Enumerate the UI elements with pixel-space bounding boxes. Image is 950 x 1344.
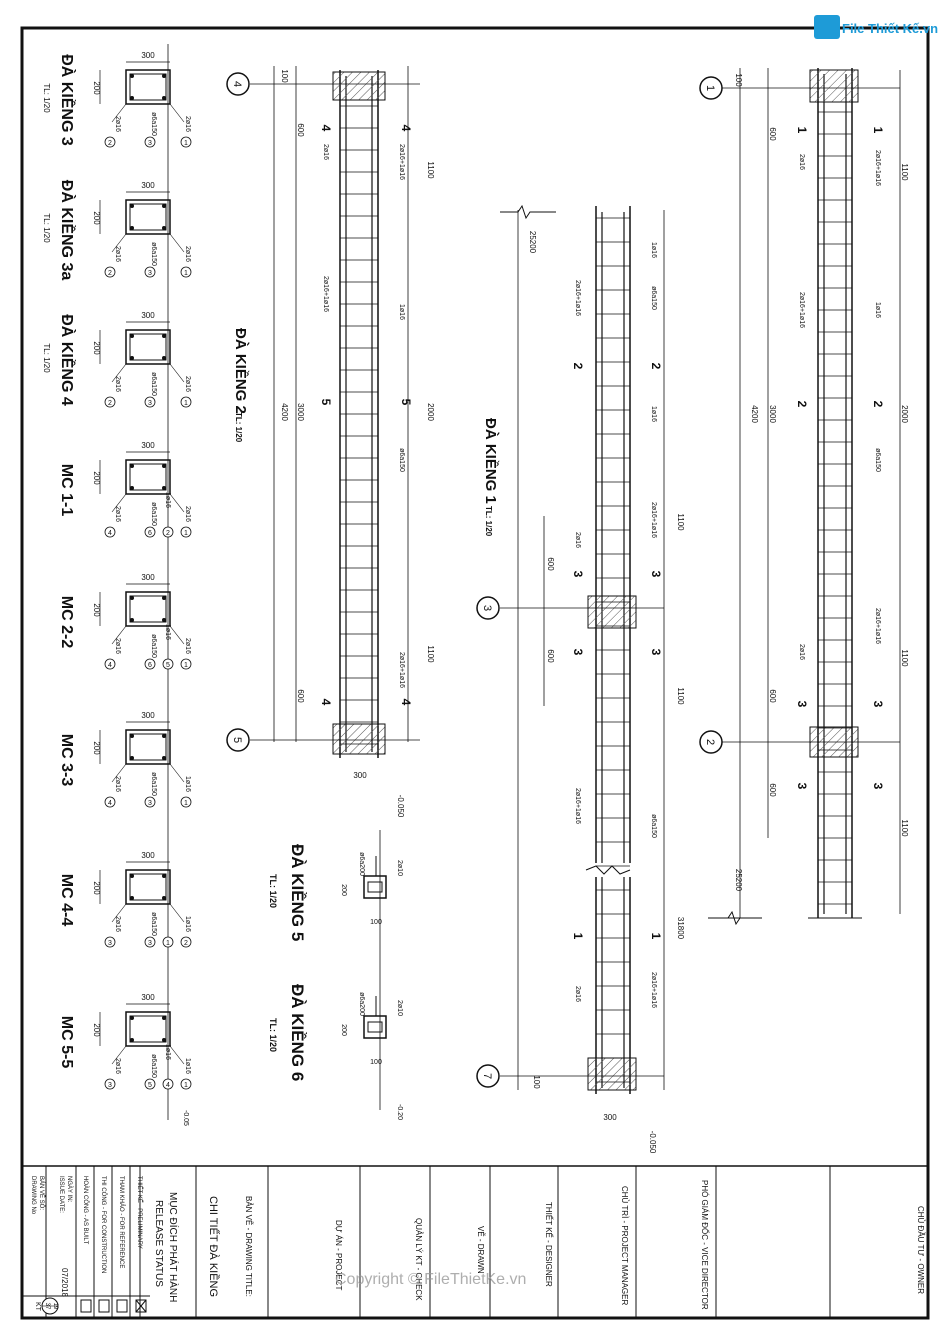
leader — [170, 234, 184, 252]
svg-text:2ø16: 2ø16 — [574, 986, 581, 1002]
svg-text:ø6a150: ø6a150 — [650, 814, 657, 838]
dim-600-d: 600 — [546, 557, 555, 571]
rebar-dot — [162, 1038, 166, 1042]
dim-600-e: 600 — [546, 649, 555, 663]
rebar-dot — [130, 356, 134, 360]
rebar-dot — [162, 464, 166, 468]
tb-status-4: HOÀN CÔNG - AS BUILT — [82, 1176, 88, 1245]
section-right-rebar: 1ø16 — [184, 776, 191, 792]
dim-100-c: 100 — [280, 69, 289, 83]
logo-badge — [814, 15, 840, 39]
svg-text:2ø10: 2ø10 — [396, 1000, 403, 1016]
section-scale: TL: 1/20 — [42, 343, 51, 373]
svg-text:2ø16: 2ø16 — [574, 532, 581, 548]
level-b: -0.050 — [648, 1130, 657, 1154]
dim-1100-f: 1100 — [426, 161, 435, 179]
drawing-titles — [232, 328, 499, 1081]
section-stirrup-label: ø6a150 — [150, 112, 157, 136]
tb-drawn: VẼ - DRAWN — [476, 1226, 485, 1274]
tb-status-2: THAM KHẢO - FOR REFERENCE — [118, 1176, 124, 1269]
rebar-dot — [162, 226, 166, 230]
section-title: MC 4-4 — [58, 873, 75, 927]
tb-drawing-title: CHI TIẾT ĐÀ KIỀNG — [207, 1196, 219, 1298]
rebar-marker-num: 1 — [184, 662, 188, 669]
svg-text:3: 3 — [871, 782, 885, 790]
section-width: 300 — [141, 573, 155, 582]
svg-text:2ø16+1ø16: 2ø16+1ø16 — [398, 652, 405, 688]
section-height: 200 — [92, 881, 101, 895]
leader — [170, 494, 184, 512]
svg-text:2ø16+1ø16: 2ø16+1ø16 — [322, 276, 329, 312]
dim-2000-a: 2000 — [900, 405, 909, 423]
section-width: 300 — [141, 711, 155, 720]
tb-status-1: THIẾT KẾ - PRELIMINARY — [136, 1176, 142, 1249]
svg-text:2ø16: 2ø16 — [798, 644, 805, 660]
svg-text:1ø16: 1ø16 — [650, 406, 657, 422]
rebar-dot — [162, 74, 166, 78]
dim-1100-g: 1100 — [426, 645, 435, 663]
section-height: 200 — [92, 1023, 101, 1037]
svg-text:2ø16: 2ø16 — [322, 144, 329, 160]
tb-status-3: THI CÔNG - FOR CONSTRUCTION — [100, 1176, 106, 1274]
dim-100-b: 100 — [532, 1075, 541, 1089]
dimension-lines — [274, 66, 900, 1110]
section-right-rebar: 2ø16 — [184, 116, 191, 132]
rebar-dot — [162, 756, 166, 760]
tb-owner: CHỦ ĐẦU TƯ - OWNER — [916, 1206, 925, 1295]
svg-text:1ø16: 1ø16 — [874, 302, 881, 318]
rebar-dot — [162, 896, 166, 900]
section-right-rebar: 2ø16 — [184, 506, 191, 522]
section-stirrup-label: ø6a150 — [150, 912, 157, 936]
tb-vice-director: PHÓ GIÁM ĐỐC - VICE DIRECTOR — [700, 1180, 709, 1310]
tb-issue-en: ISSUE DATE: — [58, 1176, 64, 1213]
cross-section-5 — [58, 573, 191, 669]
rebar-dot — [130, 204, 134, 208]
title-dk5-scale: TL: 1/20 — [268, 874, 278, 909]
rebar-marker-num: 2 — [108, 270, 112, 277]
rebar-dot — [162, 874, 166, 878]
svg-text:2ø16+1ø16: 2ø16+1ø16 — [874, 608, 881, 644]
rebar-marker-num: 2 — [108, 140, 112, 147]
tb-issue-vn: NGÀY IN: — [66, 1176, 72, 1203]
rebar-dot — [130, 618, 134, 622]
svg-text:2: 2 — [871, 400, 885, 408]
break-marks — [500, 206, 762, 924]
axis-3: 3 — [481, 604, 493, 612]
beam-dk1-lower — [586, 206, 640, 1094]
svg-text:1: 1 — [571, 932, 585, 940]
section-width: 300 — [141, 993, 155, 1002]
section-width: 300 — [141, 851, 155, 860]
section-height: 200 — [92, 603, 101, 617]
section-stirrup — [130, 1016, 166, 1042]
section-extra-rebar: 1ø16 — [164, 1044, 171, 1060]
section-stirrup-label: ø6a150 — [150, 772, 157, 796]
leader — [170, 104, 184, 122]
tb-drawing-no-vn: BẢN VẼ SỐ: — [38, 1176, 44, 1211]
dim-31800: 31800 — [676, 916, 685, 940]
dim-4200-b: 4200 — [280, 403, 289, 421]
tb-project: DỰ ÁN - PROJECT — [334, 1220, 343, 1291]
rebar-dot — [130, 874, 134, 878]
leader — [170, 904, 184, 922]
section-right-rebar: 1ø16 — [184, 916, 191, 932]
svg-text:2ø16+1ø16: 2ø16+1ø16 — [574, 280, 581, 316]
dim-25200-a: 25200 — [734, 868, 743, 892]
svg-text:3: 3 — [649, 648, 663, 656]
rebar-marker-num: 3 — [148, 800, 152, 807]
sheet-border — [22, 28, 928, 1318]
cross-section-6 — [58, 711, 191, 807]
svg-text:-0.20: -0.20 — [396, 1104, 403, 1120]
svg-text:1ø16: 1ø16 — [650, 242, 657, 258]
rebar-dot — [162, 204, 166, 208]
svg-text:3: 3 — [795, 700, 809, 708]
section-left-rebar: 2ø16 — [114, 638, 121, 654]
rebar-marker-num: 1 — [184, 270, 188, 277]
left-cross-sections — [42, 51, 191, 1089]
title-dk1-scale: TL: 1/20 — [484, 506, 493, 537]
cross-section-2 — [42, 180, 191, 281]
svg-text:3: 3 — [871, 700, 885, 708]
svg-text:3: 3 — [795, 782, 809, 790]
tb-issue-date: 07/2018 — [60, 1268, 69, 1297]
grid-axis-lines — [250, 84, 900, 1076]
rebar-dot — [162, 1016, 166, 1020]
rebar-dot — [162, 734, 166, 738]
axis-5: 5 — [231, 736, 243, 744]
section-title: MC 3-3 — [58, 733, 75, 787]
rebar-dot — [162, 96, 166, 100]
rebar-dot — [162, 356, 166, 360]
svg-text:1: 1 — [649, 932, 663, 940]
sheet-number-badge — [42, 1298, 58, 1314]
svg-text:1ø16: 1ø16 — [398, 304, 405, 320]
dim-300-b: 300 — [353, 771, 367, 780]
rebar-dot — [130, 756, 134, 760]
section-width: 300 — [141, 311, 155, 320]
dim-600-c: 600 — [768, 783, 777, 797]
title-dk5: ĐÀ KIỀNG 5 — [288, 844, 307, 942]
svg-text:100: 100 — [370, 1059, 382, 1066]
svg-text:3: 3 — [571, 648, 585, 656]
cross-section-7 — [58, 851, 191, 947]
rebar-marker-num: 1 — [166, 940, 170, 947]
tb-project-manager: CHỦ TRÌ - PROJECT MANAGER — [620, 1186, 629, 1306]
leader — [170, 626, 184, 644]
section-extra-rebar: 1ø16 — [164, 624, 171, 640]
svg-text:2ø16+1ø16: 2ø16+1ø16 — [798, 292, 805, 328]
dim-600-b: 600 — [768, 689, 777, 703]
dim-1100-c: 1100 — [900, 819, 909, 837]
level-a: -0.050 — [396, 794, 405, 818]
title-dk2: ĐÀ KIỀNG 2 — [232, 328, 249, 414]
section-dk6 — [364, 996, 386, 1038]
rebar-marker-num: 5 — [148, 1082, 152, 1089]
section-title: MC 5-5 — [58, 1015, 75, 1069]
leader — [170, 764, 184, 782]
rebar-marker-num: 1 — [184, 400, 188, 407]
rebar-marker-num: 1 — [184, 140, 188, 147]
section-height: 200 — [92, 471, 101, 485]
svg-text:1: 1 — [795, 126, 809, 134]
dim-600-f: 600 — [296, 123, 305, 137]
section-dk5 — [364, 856, 386, 898]
rebar-dot — [130, 464, 134, 468]
svg-text:2ø16+1ø16: 2ø16+1ø16 — [574, 788, 581, 824]
cross-section-4 — [58, 441, 191, 537]
section-stirrup-label: ø6a150 — [150, 242, 157, 266]
axis-1: 1 — [704, 84, 716, 92]
svg-text:4: 4 — [399, 124, 413, 132]
svg-text:3: 3 — [571, 570, 585, 578]
section-left-rebar: 2ø16 — [114, 776, 121, 792]
tb-designer: THIẾT KẾ - DESIGNER — [544, 1202, 553, 1287]
dim-2000-b: 2000 — [426, 403, 435, 421]
svg-text:3: 3 — [649, 570, 663, 578]
svg-text:ø6a150: ø6a150 — [874, 448, 881, 472]
tb-release-en: RELEASE STATUS — [153, 1200, 164, 1287]
leader — [170, 364, 184, 382]
section-stirrup — [130, 874, 166, 900]
watermark — [335, 1266, 615, 1290]
beam-dk2 — [333, 70, 385, 758]
section-left-rebar: 2ø16 — [114, 1058, 121, 1074]
rebar-marker-num: 4 — [108, 662, 112, 669]
section-left-rebar: 2ø16 — [114, 116, 121, 132]
section-width: 300 — [141, 51, 155, 60]
section-title: MC 2-2 — [58, 595, 75, 649]
rebar-marker-num: 3 — [148, 940, 152, 947]
section-left-rebar: 2ø16 — [114, 246, 121, 262]
svg-text:1: 1 — [871, 126, 885, 134]
rebar-dot — [162, 618, 166, 622]
svg-text:100: 100 — [370, 919, 382, 926]
rebar-marker-num: 4 — [108, 800, 112, 807]
section-height: 200 — [92, 341, 101, 355]
leader — [170, 1046, 184, 1064]
rebar-dot — [130, 96, 134, 100]
section-width: 300 — [141, 181, 155, 190]
cross-section-1 — [42, 51, 191, 147]
cross-section-8 — [58, 993, 191, 1089]
sheet-total: 37 — [44, 1302, 50, 1310]
rebar-marker-num: 1 — [184, 530, 188, 537]
title-dk1: ĐÀ KIỀNG 1 — [482, 418, 499, 504]
section-stirrup — [130, 596, 166, 622]
rebar-dot — [130, 1016, 134, 1020]
rebar-marker-num: 2 — [108, 400, 112, 407]
logo-text: File Thiết Kế.vn — [842, 21, 939, 36]
axis-4: 4 — [231, 80, 243, 88]
dim-100-a: 100 — [734, 73, 743, 87]
rebar-dot — [130, 334, 134, 338]
svg-text:2: 2 — [795, 400, 809, 408]
dim-1100-b: 1100 — [900, 649, 909, 667]
rebar-dot — [130, 1038, 134, 1042]
rebar-dot — [130, 596, 134, 600]
section-right-rebar: 2ø16 — [184, 638, 191, 654]
tb-drawing-no-en: DRAWING No — [30, 1176, 36, 1215]
rebar-marker-num: 5 — [166, 662, 170, 669]
svg-text:2: 2 — [649, 362, 663, 370]
svg-text:4: 4 — [319, 124, 333, 132]
section-title: ĐÀ KIỀNG 4 — [58, 314, 75, 406]
title-dk6: ĐÀ KIỀNG 6 — [288, 984, 307, 1082]
section-left-rebar: 2ø16 — [114, 916, 121, 932]
dim-3000-b: 3000 — [296, 403, 305, 421]
section-scale: TL: 1/20 — [42, 83, 51, 113]
rebar-dot — [130, 896, 134, 900]
dim-300-a: 300 — [603, 1113, 617, 1122]
svg-text:2ø16+1ø16: 2ø16+1ø16 — [650, 502, 657, 538]
dim-1100-d: 1100 — [676, 513, 685, 531]
section-height: 200 — [92, 741, 101, 755]
title-block-texts — [30, 1176, 926, 1312]
section-title: MC 1-1 — [58, 463, 75, 517]
dim-4200-a: 4200 — [750, 405, 759, 423]
cross-section-3 — [42, 311, 191, 407]
svg-text:ø6a150: ø6a150 — [398, 448, 405, 472]
rebar-dot — [162, 334, 166, 338]
section-stirrup-label: ø6a150 — [150, 502, 157, 526]
rebar-marker-num: 3 — [148, 140, 152, 147]
watermark-text: Copyright © FileThietKe.vn — [335, 1271, 527, 1288]
tb-drawing-title-label: BẢN VẼ - DRAWING TITLE: — [244, 1196, 253, 1297]
section-stirrup — [130, 74, 166, 100]
section-stirrup-label: ø6a150 — [150, 372, 157, 396]
sheet-num: 19 — [52, 1302, 58, 1310]
rebar-marker-num: 4 — [108, 530, 112, 537]
svg-text:ø6a200: ø6a200 — [358, 992, 365, 1016]
svg-text:200: 200 — [340, 1024, 347, 1036]
svg-text:2ø16+1ø16: 2ø16+1ø16 — [398, 144, 405, 180]
section-right-rebar: 1ø16 — [184, 1058, 191, 1074]
svg-text:5: 5 — [319, 398, 333, 406]
section-stirrup-label: ø6a150 — [150, 1054, 157, 1078]
svg-text:2: 2 — [571, 362, 585, 370]
section-stirrup-label: ø6a150 — [150, 634, 157, 658]
rebar-marker-num: 1 — [184, 800, 188, 807]
section-left-rebar: 2ø16 — [114, 506, 121, 522]
rebar-dot — [130, 486, 134, 490]
section-extra-rebar: 1ø16 — [164, 492, 171, 508]
section-right-rebar: 2ø16 — [184, 246, 191, 262]
dim-1100-a: 1100 — [900, 163, 909, 181]
status-checkboxes — [81, 1300, 146, 1312]
section-title: ĐÀ KIỀNG 3 — [58, 54, 75, 146]
svg-text:200: 200 — [340, 884, 347, 896]
dim-3000-a: 3000 — [768, 405, 777, 423]
svg-text:2ø10: 2ø10 — [396, 860, 403, 876]
rebar-marker-num: 2 — [184, 940, 188, 947]
section-stirrup — [130, 334, 166, 360]
tb-release-vn: MỤC ĐÍCH PHÁT HÀNH — [167, 1192, 178, 1303]
level-c: -0.05 — [182, 1110, 189, 1126]
rebar-marker-num: 3 — [108, 940, 112, 947]
section-height: 200 — [92, 211, 101, 225]
title-dk6-scale: TL: 1/20 — [268, 1018, 278, 1053]
rebar-dot — [162, 486, 166, 490]
dim-600-a: 600 — [768, 127, 777, 141]
rebar-dot — [130, 734, 134, 738]
svg-text:2ø16+1ø16: 2ø16+1ø16 — [874, 150, 881, 186]
svg-text:5: 5 — [399, 398, 413, 406]
rebar-marker-num: 6 — [148, 662, 152, 669]
axis-7: 7 — [481, 1072, 493, 1080]
title-dk2-scale: TL: 1/20 — [234, 412, 243, 443]
rebar-dot — [162, 596, 166, 600]
rebar-marker-num: 3 — [148, 270, 152, 277]
section-width: 300 — [141, 441, 155, 450]
section-stirrup — [130, 204, 166, 230]
tb-drawing-no-prefix: KT — [34, 1302, 41, 1311]
svg-text:ø6a200: ø6a200 — [358, 852, 365, 876]
site-logo — [812, 12, 939, 42]
rebar-marker-num: 4 — [166, 1082, 170, 1089]
rebar-marker-num: 6 — [148, 530, 152, 537]
rebar-dot — [130, 74, 134, 78]
dim-1100-e: 1100 — [676, 687, 685, 705]
svg-text:ø6a150: ø6a150 — [650, 286, 657, 310]
svg-text:4: 4 — [319, 698, 333, 706]
tb-checked: QUẢN LÝ KT - CHECK — [414, 1218, 423, 1301]
dim-25200-b: 25200 — [528, 230, 537, 254]
section-stirrup — [130, 734, 166, 760]
rebar-marker-num: 2 — [166, 530, 170, 537]
section-title: ĐÀ KIỀNG 3a — [58, 179, 75, 281]
rebar-marker-num: 3 — [148, 400, 152, 407]
axis-2: 2 — [704, 738, 716, 746]
rebar-marker-num: 3 — [108, 1082, 112, 1089]
svg-text:2ø16+1ø16: 2ø16+1ø16 — [650, 972, 657, 1008]
beam-dk1-upper — [728, 68, 862, 918]
section-left-rebar: 2ø16 — [114, 376, 121, 392]
svg-text:2ø16: 2ø16 — [798, 154, 805, 170]
dim-600-g: 600 — [296, 689, 305, 703]
section-stirrup — [130, 464, 166, 490]
section-right-rebar: 2ø16 — [184, 376, 191, 392]
rebar-marker-num: 1 — [184, 1082, 188, 1089]
section-scale: TL: 1/20 — [42, 213, 51, 243]
svg-text:4: 4 — [399, 698, 413, 706]
section-height: 200 — [92, 81, 101, 95]
rebar-dot — [130, 226, 134, 230]
